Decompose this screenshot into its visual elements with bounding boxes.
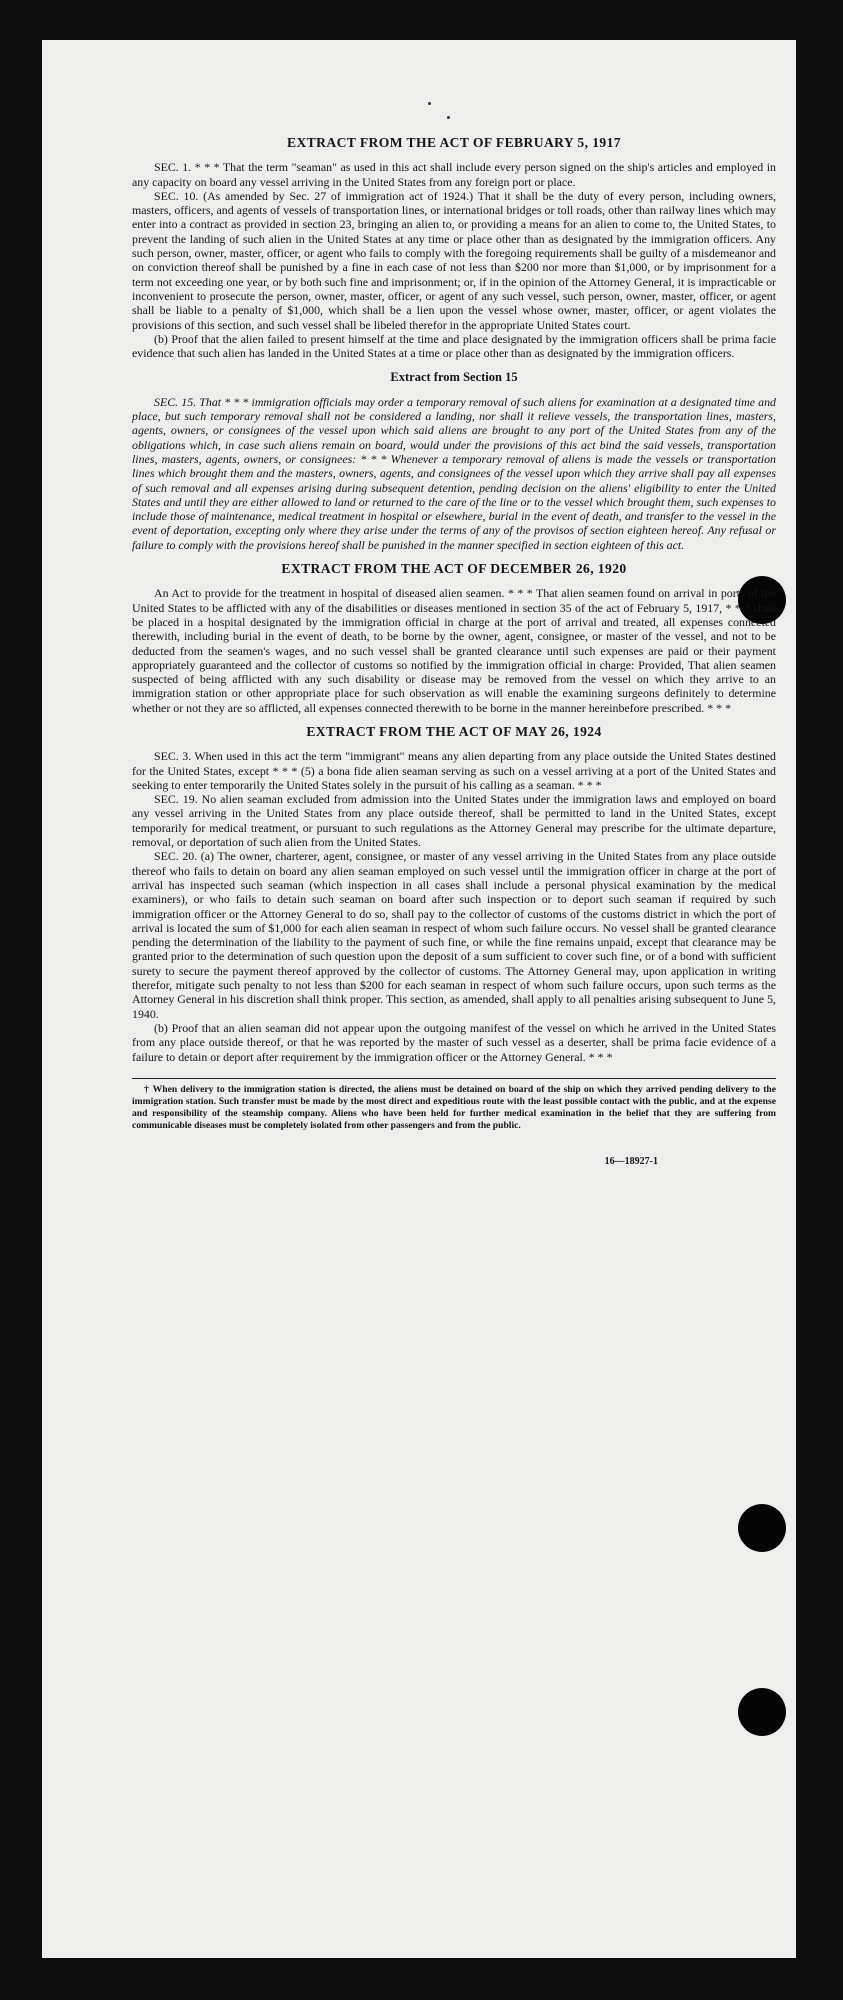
paragraph-act-1920: An Act to provide for the treatment in hospital of diseased alien seamen. * * * That alien seamen found on arrival in ports of the United States to be afflicted with any of the disabilities or diseases mentioned in section 35 of the act of February 5, 1917, * * * shall be placed in a hospital designated by the immigration official in charge at the port of arrival and treated, all expenses connected therewith, including burial in the event of death, to be borne by the owner, agent, consignee, or master of the vessel, and not to be deducted from the seamen's wages, and no such vessel shall be granted clearance until such expenses are paid or their payment appropriately guaranteed and the collector of customs so notified by the immigration official in charge: Provided, That alien seamen suspected of being afflicted with any such disability or disease may be removed from the vessel on which they arrive to an immigration station or other appropriate place for such observation as will enable the examining surgeons definitely to determine whether or not they are so afflicted, all expenses connected therewith to be borne in the manner hereinbefore prescribed. * * * <box>132 586 776 715</box>
document-page <box>42 40 796 1958</box>
document-body <box>132 136 776 1169</box>
punch-hole <box>738 1688 786 1736</box>
section-title-extract-section-15: Extract from Section 15 <box>390 370 518 385</box>
paragraph-sec-15: SEC. 15. That * * * immigration officials may order a temporary removal of such aliens for examination at a designated time and place, but such temporary removal shall not be considered a landing, nor shall it relieve vessels, the transportation lines, masters, agents, owners, or consignees of the vessel upon which said aliens are brought to any port of the United States from any of the obligations which, in case such aliens remain on board, would under the provisions of this act bind the said vessels, transportation lines, masters, agents, owners, or consignees: * * * Whenever a temporary removal of aliens is made the vessels or transportation lines which brought them and the masters, owners, agents, and consignees of the vessel upon which they arrive shall pay all expenses of such removal and all expenses arising during subsequent detention, pending decision on the aliens' eligibility to enter the United States and until they are either allowed to land or returned to the care of the line or to the vessel which brought them, such expenses to include those of maintenance, medical treatment in hospital or elsewhere, burial in the event of death, and transfer to the vessel in the event of deportation, excepting only where they arise under the terms of any of the provisos of section eighteen hereof. Any refusal or failure to comply with the provisions hereof shall be punished in the manner specified in section eighteen of this act. <box>132 394 776 552</box>
form-number: 16—18927-1 <box>604 1155 658 1167</box>
paragraph-sec-20-a: SEC. 20. (a) The owner, charterer, agent, consignee, or master of any vessel arriving in the United States from any place outside thereof who fails to detain on board any alien seaman employed on such vessel until the immigration officer in charge at the port of arrival has inspected such seaman (which inspection in all cases shall include a personal physical examination by the medical examiners), or who fails to detain such seaman on board after such inspection or to deport such seaman if required by such immigration officer or the Attorney General to do so, shall pay to the collector of customs of the customs district in which the port of arrival is located the sum of $1,000 for each alien seaman in respect of whom such failure occurs. No vessel shall be granted clearance pending the determination of the liability to the payment of such fine, or while the fine remains unpaid, except that clearance may be granted prior to the determination of such question upon the deposit of a sum sufficient to cover such fine, or of a bond with sufficient surety to secure the payment thereof approved by the collector of customs. The Attorney General may, upon application in writing therefor, mitigate such penalty to not less than $200 for each seaman in respect of whom such failure occurs, upon such terms as the Attorney General in his discretion shall think proper. This section, as amended, shall apply to all penalties arising subsequent to June 5, 1940. <box>132 849 776 1021</box>
paragraph-sec-19: SEC. 19. No alien seaman excluded from admission into the United States under the immigration laws and employed on board any vessel arriving in the United States from any place outside thereof, shall be permitted to land in the United States, except temporarily for medical treatment, or pursuant to such regulations as the Attorney General may prescribe for the ultimate departure, removal, or deportation of such alien from the United States. <box>132 792 776 850</box>
printer-mark <box>447 116 450 119</box>
paragraph-sec-10: SEC. 10. (As amended by Sec. 27 of immigration act of 1924.) That it shall be the duty of every person, including owners, masters, officers, and agents of vessels of transportation lines, or international bridges or toll roads, other than railway lines which may enter into a contract as provided in section 23, bringing an alien to, or providing a means for an alien to come to, the United States, to prevent the landing of such alien in the United States at any time or place other than as designated by the immigration officers. Any such person, owner, master, officer, or agent who fails to comply with the foregoing requirements shall be guilty of a misdemeanor and on conviction thereof shall be punished by a fine in each case of not less than $200 nor more than $1,000, or by imprisonment for a term not exceeding one year, or by both such fine and imprisonment; or, if in the opinion of the Attorney General, it is impracticable or inconvenient to prosecute the person, owner, master, officer, or agent of any such vessel, such person, owner, master, officer, or agent shall be liable to a penalty of $1,000, which shall be a lien upon the vessel whose owner, master, officer, or agent violates the provisions of this section, and such vessel shall be libeled therefor in the appropriate United States court. <box>132 188 776 332</box>
section-title-act-1920: EXTRACT FROM THE ACT OF DECEMBER 26, 1920 <box>281 561 627 577</box>
footnote: † When delivery to the immigration station is directed, the aliens must be detained on board of the ship on which they arrived pending delivery to the immigration station. Such transfer must be made by the most direct and expeditious route with the least possible contact with the public, and at the expense and responsibility of the steamship company. Aliens who have been held for further medical examination in the belief that they are suffering from communicable diseases must be completely isolated from other passengers and from the public. <box>132 1083 776 1132</box>
paragraph-sec-1: SEC. 1. * * * That the term "seaman" as used in this act shall include every person signed on the ship's articles and employed in any capacity on board any vessel arriving in the United States from any foreign port or place. <box>132 160 776 189</box>
punch-hole <box>738 1504 786 1552</box>
paragraph-sec-20-b: (b) Proof that an alien seaman did not appear upon the outgoing manifest of the vessel on which he arrived in the United States from any place outside thereof, or that he was reported by the master of such vessel as a deserter, shall be prima facie evidence of a failure to detain or deport after requirement by the immigration officer or the Attorney General. * * * <box>132 1020 776 1064</box>
section-title-act-1917: EXTRACT FROM THE ACT OF FEBRUARY 5, 1917 <box>287 135 621 150</box>
printer-mark <box>428 102 431 105</box>
paragraph-sec-3: SEC. 3. When used in this act the term "immigrant" means any alien departing from any place outside the United States destined for the United States, except * * * (5) a bona fide alien seaman serving as such on a vessel arriving at a port of the United States and seeking to enter temporarily the United States solely in the pursuit of his calling as a seaman. * * * <box>132 749 776 792</box>
footnote-divider <box>132 1078 776 1079</box>
section-title-act-1924: EXTRACT FROM THE ACT OF MAY 26, 1924 <box>306 723 602 739</box>
paragraph-sec-10-b: (b) Proof that the alien failed to present himself at the time and place designated by the immigration officers shall be prima facie evidence that such alien has landed in the United States at a time or place other than as designated by the immigration officers. <box>132 331 776 361</box>
